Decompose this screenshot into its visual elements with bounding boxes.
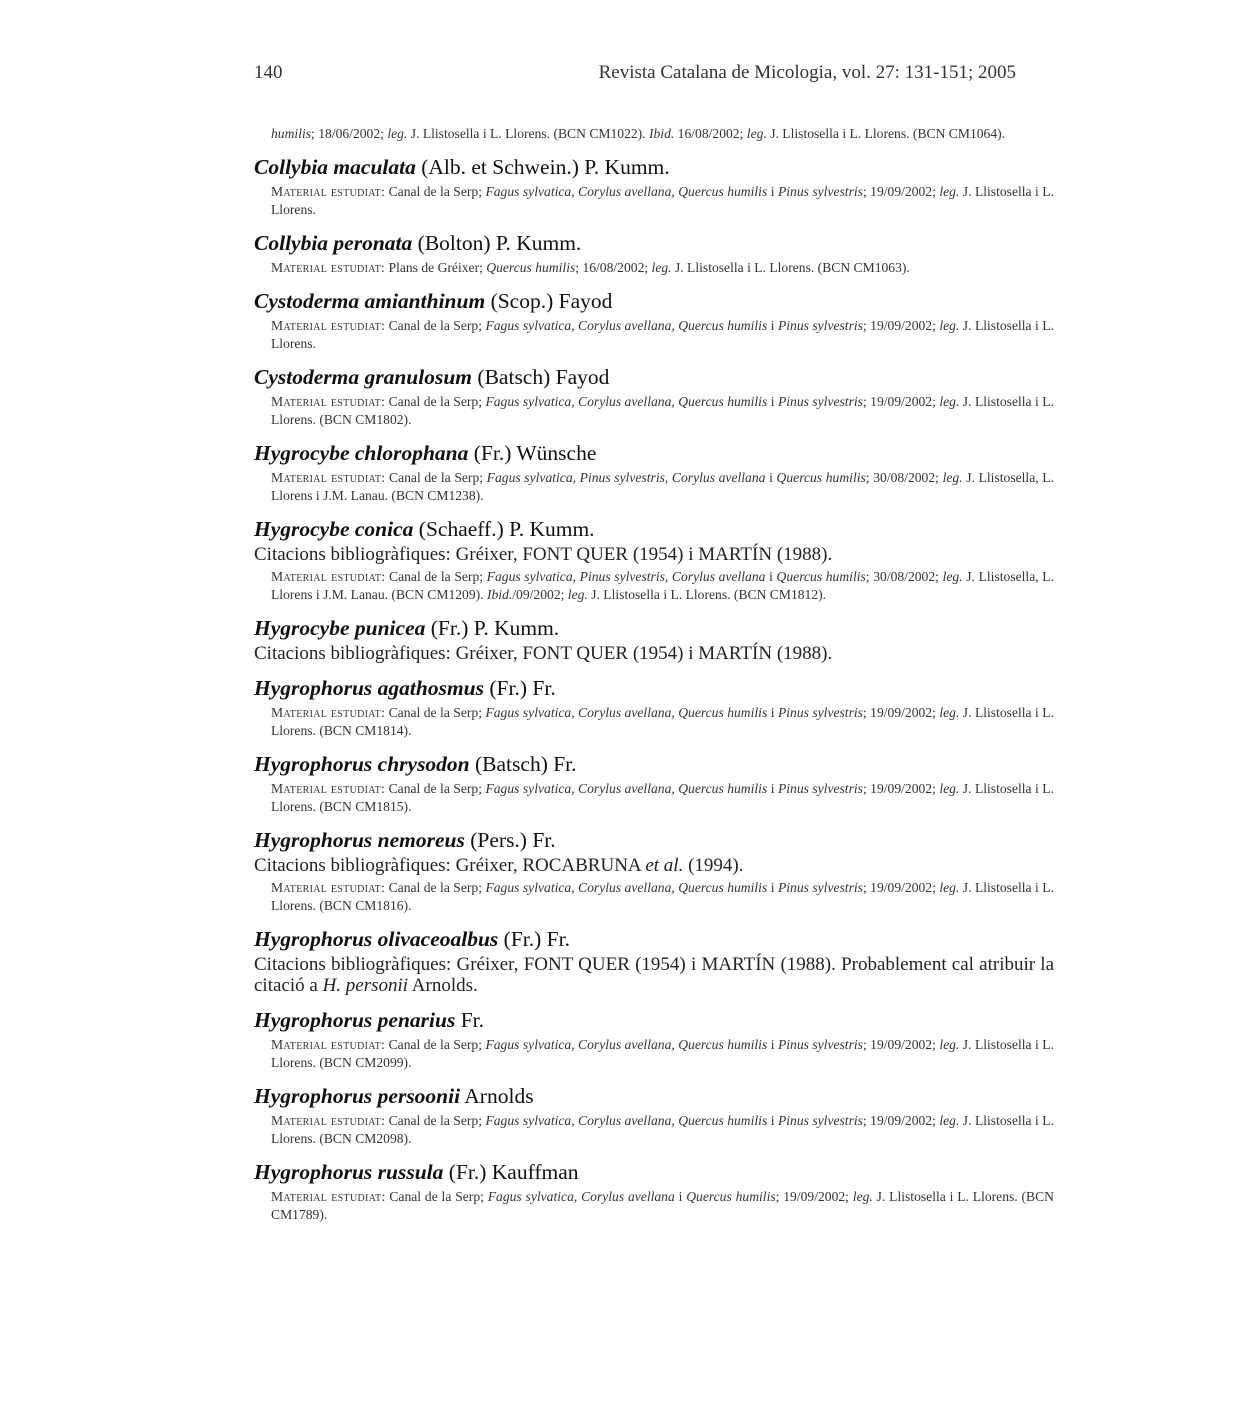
host-species: Pinus sylvestris — [777, 1037, 863, 1052]
material-studied: Material estudiat: Canal de la Serp; Fagus sylvatica, Corylus avellana, Quercus humilis i Pinus sylvestris; 19/09/2002; leg. J. Llistosella i L. Llorens. (BCN CM2098). — [271, 1113, 1054, 1146]
host-species: Fagus sylvatica, Corylus avellana, Quercus humilis — [485, 705, 768, 720]
locality: Canal de la Serp; — [385, 394, 486, 409]
species-author: (Batsch) Fayod — [472, 365, 610, 389]
host-species: Fagus sylvatica, Corylus avellana, Quercus humilis — [485, 394, 768, 409]
material-studied: Material estudiat: Canal de la Serp; Fagus sylvatica, Corylus avellana, Quercus humilis i Pinus sylvestris; 19/09/2002; leg. J. Llistosella i L. Llorens. (BCN CM1802). — [271, 394, 1054, 427]
material-label: Material estudiat: — [271, 470, 386, 485]
collection-date: ; 19/09/2002; — [862, 184, 940, 199]
species-entry — [254, 1084, 1054, 1148]
species-author: (Fr.) Fr. — [484, 676, 556, 700]
material-label: Material estudiat: — [271, 1189, 386, 1204]
species-entry — [254, 365, 1054, 429]
host-species: Fagus sylvatica, Corylus avellana — [487, 1189, 675, 1204]
locality: Plans de Gréixer; — [385, 260, 487, 275]
material-label: Material estudiat: — [271, 1037, 386, 1052]
species-author: Arnolds — [460, 1084, 534, 1108]
host-species: Pinus sylvestris — [777, 705, 863, 720]
locality: Canal de la Serp; — [385, 569, 487, 584]
host-species: Fagus sylvatica, Pinus sylvestris, Corylus avellana — [486, 470, 766, 485]
material-studied: Material estudiat: Canal de la Serp; Fagus sylvatica, Corylus avellana, Quercus humilis i Pinus sylvestris; 19/09/2002; leg. J. Llistosella i L. Llorens. (BCN CM2099). — [271, 1037, 1054, 1070]
collection-date: ; 30/08/2002; — [865, 569, 943, 584]
host-species: Pinus sylvestris — [777, 318, 863, 333]
species-entry — [254, 1160, 1054, 1224]
species-name: Hygrophorus olivaceoalbus — [254, 927, 499, 951]
page-header — [254, 62, 1016, 88]
material-label: Material estudiat: — [271, 394, 386, 409]
host-species: Fagus sylvatica, Corylus avellana, Quercus humilis — [485, 318, 768, 333]
species-name: Hygrocybe conica — [254, 517, 414, 541]
host-species: Pinus sylvestris — [777, 781, 863, 796]
species-entry — [254, 231, 1054, 277]
material-label: Material estudiat: — [271, 569, 386, 584]
collectors: J. Llistosella i L. Llorens. (BCN CM2098). — [271, 1113, 1054, 1146]
collectors: J. Llistosella i L. Llorens. (BCN CM2099). — [271, 1037, 1054, 1070]
species-author: (Schaeff.) P. Kumm. — [413, 517, 595, 541]
material-studied: Material estudiat: Canal de la Serp; Fagus sylvatica, Corylus avellana, Quercus humilis i Pinus sylvestris; 19/09/2002; leg. J. Llistosella i L. Llorens. (BCN CM1814). — [271, 705, 1054, 738]
material-studied: Material estudiat: Canal de la Serp; Fagus sylvatica, Corylus avellana, Quercus humilis i Pinus sylvestris; 19/09/2002; leg. J. Llistosella i L. Llorens. (BCN CM1816). — [271, 880, 1054, 913]
collectors: J. Llistosella i L. Llorens. (BCN CM1789). — [271, 1189, 1054, 1222]
species-author: (Fr.) Fr. — [498, 927, 570, 951]
species-name: Hygrocybe chlorophana — [254, 441, 469, 465]
species-heading — [254, 289, 1054, 314]
host-species: Quercus humilis — [686, 1189, 776, 1204]
collection-date: ; 19/09/2002; — [862, 705, 940, 720]
collection-date: ; 16/08/2002; — [575, 260, 652, 275]
species-name: Hygrophorus nemoreus — [254, 828, 465, 852]
collectors: J. Llistosella i L. Llorens. — [271, 184, 1054, 217]
page-number: 140 — [254, 62, 283, 83]
species-heading — [254, 828, 1054, 853]
species-author: (Scop.) Fayod — [485, 289, 613, 313]
material-label: Material estudiat: — [271, 318, 386, 333]
collection-date: ; 19/09/2002; — [862, 880, 940, 895]
locality: Canal de la Serp; — [385, 1113, 486, 1128]
collection-date: ; 19/09/2002; — [862, 1037, 940, 1052]
species-author: (Bolton) P. Kumm. — [412, 231, 582, 255]
material-studied: Material estudiat: Canal de la Serp; Fagus sylvatica, Pinus sylvestris, Corylus avellana i Quercus humilis; 30/08/2002; leg. J. Llistosella, L. Llorens i J.M. Lanau. (BCN CM1209). Ibid./09/2002; leg. J. Llistosella i L. Llorens. (BCN CM1812). — [271, 569, 1054, 602]
host-species: Pinus sylvestris — [777, 880, 863, 895]
locality: Canal de la Serp; — [385, 880, 486, 895]
material-studied: Material estudiat: Canal de la Serp; Fagus sylvatica, Pinus sylvestris, Corylus avellana i Quercus humilis; 30/08/2002; leg. J. Llistosella, L. Llorens i J.M. Lanau. (BCN CM1238). — [271, 470, 1054, 503]
bibliographic-citation: Citacions bibliogràfiques: Gréixer, FONT QUER (1954) i MARTÍN (1988). — [254, 544, 833, 565]
locality: Canal de la Serp; — [385, 705, 486, 720]
locality: Canal de la Serp; — [385, 781, 486, 796]
article-body — [254, 125, 1054, 1224]
continued-taxon: humilis — [271, 126, 312, 141]
material-studied: Material estudiat: Plans de Gréixer; Quercus humilis; 16/08/2002; leg. J. Llistosella i L. Llorens. (BCN CM1063). — [271, 260, 910, 275]
collection-date: ; 19/09/2002; — [862, 318, 940, 333]
species-heading — [254, 752, 1054, 777]
material-studied: Material estudiat: Canal de la Serp; Fagus sylvatica, Corylus avellana, Quercus humilis i Pinus sylvestris; 19/09/2002; leg. J. Llistosella i L. Llorens. — [271, 184, 1054, 217]
species-entry — [254, 155, 1054, 219]
species-list — [254, 155, 1054, 1224]
species-name: Hygrocybe punicea — [254, 616, 426, 640]
collectors: J. Llistosella, L. Llorens i J.M. Lanau. (BCN CM1238). — [271, 470, 1054, 503]
material-studied: Material estudiat: Canal de la Serp; Fagus sylvatica, Corylus avellana, Quercus humilis i Pinus sylvestris; 19/09/2002; leg. J. Llistosella i L. Llorens. — [271, 318, 1054, 351]
collection-date: ; 19/09/2002; — [862, 394, 940, 409]
collectors: J. Llistosella i L. Llorens. (BCN CM1814). — [271, 705, 1054, 738]
species-entry — [254, 752, 1054, 816]
species-name: Hygrophorus agathosmus — [254, 676, 485, 700]
species-author: Fr. — [455, 1008, 485, 1032]
species-author: (Alb. et Schwein.) P. Kumm. — [415, 155, 670, 179]
material-label: Material estudiat: — [271, 260, 386, 275]
species-author: (Fr.) P. Kumm. — [425, 616, 560, 640]
species-heading — [254, 927, 1054, 952]
bibliographic-citation: Citacions bibliogràfiques: Gréixer, FONT QUER (1954) i MARTÍN (1988). Probablement cal atribuir la citació a H. personii Arnolds. — [254, 954, 1054, 996]
bibliographic-citation: Citacions bibliogràfiques: Gréixer, FONT QUER (1954) i MARTÍN (1988). — [254, 643, 833, 664]
host-species: Pinus sylvestris — [777, 394, 863, 409]
species-entry — [254, 289, 1054, 353]
collection-date: ; 19/09/2002; — [862, 1113, 940, 1128]
collectors: J. Llistosella i L. Llorens. — [271, 318, 1054, 351]
species-name: Collybia peronata — [254, 231, 413, 255]
host-species: Fagus sylvatica, Corylus avellana, Quercus humilis — [485, 781, 768, 796]
host-species: Quercus humilis — [486, 260, 576, 275]
material-studied: Material estudiat: Canal de la Serp; Fagus sylvatica, Corylus avellana i Quercus humilis; 19/09/2002; leg. J. Llistosella i L. Llorens. (BCN CM1789). — [271, 1189, 1054, 1222]
host-species: Fagus sylvatica, Corylus avellana, Quercus humilis — [485, 184, 768, 199]
host-species: Fagus sylvatica, Corylus avellana, Quercus humilis — [485, 1037, 768, 1052]
species-entry — [254, 517, 1054, 604]
locality: Canal de la Serp; — [385, 470, 487, 485]
species-entry — [254, 1008, 1054, 1072]
species-heading — [254, 1008, 1054, 1033]
continued-material-entry: humilis; 18/06/2002; leg. J. Llistosella i L. Llorens. (BCN CM1022). Ibid. 16/08/2002; leg. J. Llistosella i L. Llorens. (BCN CM1064). — [271, 126, 1006, 141]
species-entry — [254, 441, 1054, 505]
species-author: (Batsch) Fr. — [469, 752, 577, 776]
collectors: J. Llistosella, L. Llorens i J.M. Lanau. (BCN CM1209). — [271, 569, 1054, 602]
host-species: Fagus sylvatica, Pinus sylvestris, Corylus avellana — [486, 569, 766, 584]
species-entry — [254, 927, 1054, 996]
host-species: Pinus sylvestris — [777, 184, 863, 199]
locality: Canal de la Serp; — [385, 184, 486, 199]
material-label: Material estudiat: — [271, 1113, 386, 1128]
collection-date: ; 30/08/2002; — [865, 470, 943, 485]
collection-date: ; 19/09/2002; — [775, 1189, 853, 1204]
host-species: Fagus sylvatica, Corylus avellana, Quercus humilis — [485, 880, 768, 895]
collectors: J. Llistosella i L. Llorens. (BCN CM1815). — [271, 781, 1054, 814]
species-name: Hygrophorus chrysodon — [254, 752, 470, 776]
material-label: Material estudiat: — [271, 184, 386, 199]
species-author: (Fr.) Wünsche — [468, 441, 597, 465]
material-label: Material estudiat: — [271, 880, 386, 895]
host-species: Quercus humilis — [776, 569, 866, 584]
species-name: Hygrophorus russula — [254, 1160, 444, 1184]
collectors: J. Llistosella i L. Llorens. (BCN CM1816). — [271, 880, 1054, 913]
collectors: J. Llistosella i L. Llorens. (BCN CM1802). — [271, 394, 1054, 427]
locality: Canal de la Serp; — [385, 1037, 486, 1052]
species-author: (Pers.) Fr. — [464, 828, 556, 852]
species-heading — [254, 231, 1054, 256]
locality: Canal de la Serp; — [385, 1189, 488, 1204]
species-author: (Fr.) Kauffman — [443, 1160, 579, 1184]
collectors: J. Llistosella i L. Llorens. (BCN CM1063). — [671, 260, 910, 275]
running-title: Revista Catalana de Micologia, vol. 27: 131-151; 2005 — [598, 62, 1016, 83]
material-studied: Material estudiat: Canal de la Serp; Fagus sylvatica, Corylus avellana, Quercus humilis i Pinus sylvestris; 19/09/2002; leg. J. Llistosella i L. Llorens. (BCN CM1815). — [271, 781, 1054, 814]
species-heading — [254, 616, 1054, 641]
species-name: Hygrophorus persoonii — [254, 1084, 461, 1108]
material-label: Material estudiat: — [271, 705, 386, 720]
species-name: Collybia maculata — [254, 155, 416, 179]
species-heading — [254, 1084, 1054, 1109]
host-species: Quercus humilis — [776, 470, 866, 485]
species-heading — [254, 365, 1054, 390]
species-heading — [254, 1160, 1054, 1185]
species-heading — [254, 517, 1054, 542]
species-entry — [254, 676, 1054, 740]
bibliographic-citation: Citacions bibliogràfiques: Gréixer, ROCABRUNA et al. (1994). — [254, 855, 744, 876]
species-name: Cystoderma granulosum — [254, 365, 473, 389]
material-label: Material estudiat: — [271, 781, 386, 796]
species-heading — [254, 676, 1054, 701]
species-heading — [254, 155, 1054, 180]
species-entry — [254, 828, 1054, 915]
species-name: Hygrophorus penarius — [254, 1008, 456, 1032]
host-species: Fagus sylvatica, Corylus avellana, Quercus humilis — [485, 1113, 768, 1128]
species-name: Cystoderma amianthinum — [254, 289, 486, 313]
species-heading — [254, 441, 1054, 466]
collection-date: ; 19/09/2002; — [862, 781, 940, 796]
locality: Canal de la Serp; — [385, 318, 486, 333]
host-species: Pinus sylvestris — [777, 1113, 863, 1128]
species-entry — [254, 616, 1054, 664]
